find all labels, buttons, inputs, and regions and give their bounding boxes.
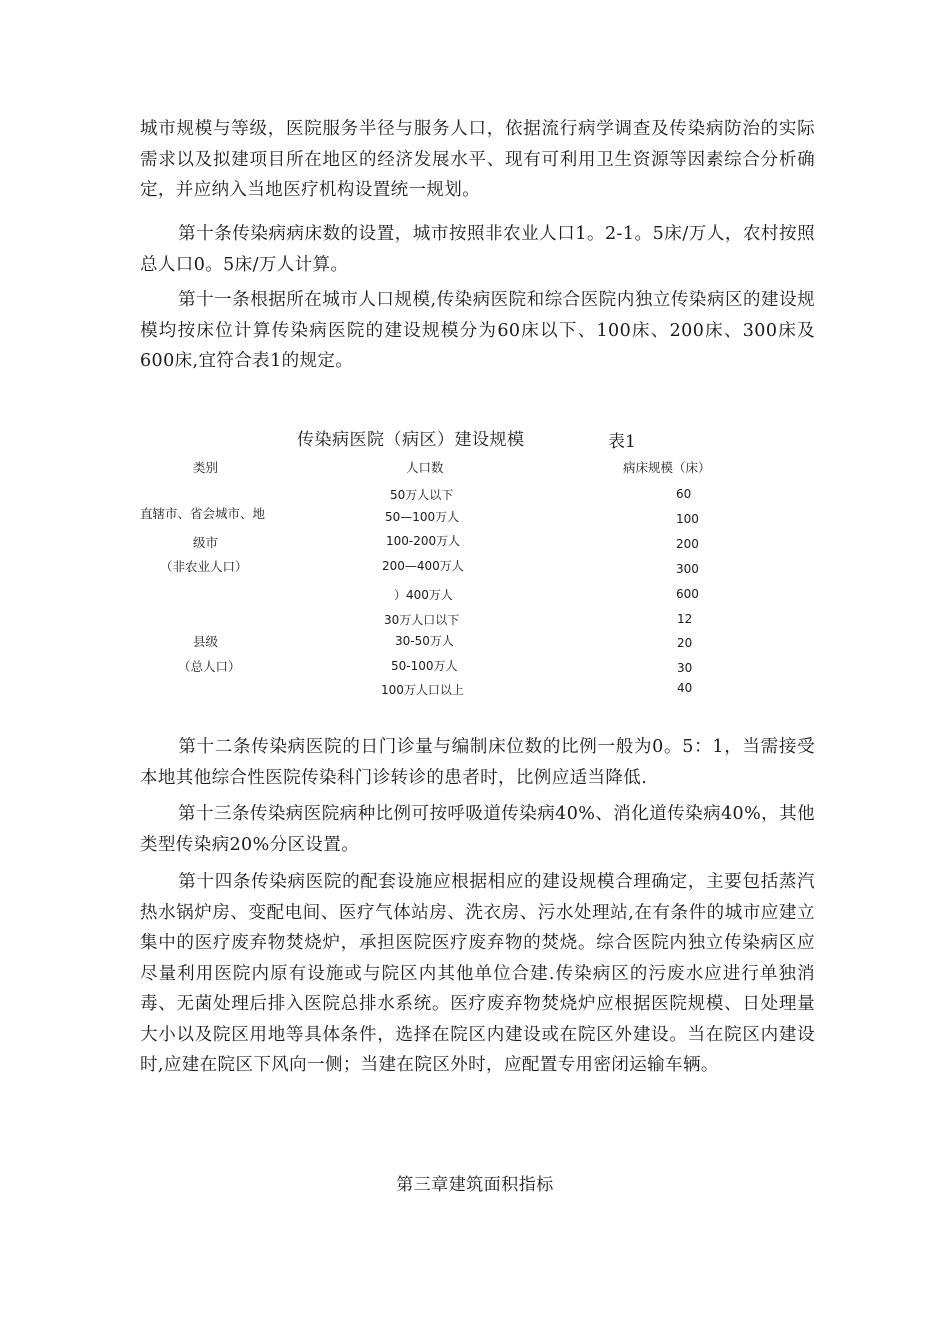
table-cell-population: 30-50万人 [395,634,454,648]
table-cell-population: 200—400万人 [382,559,464,573]
paragraph-article-13: 第十三条传染病医院病种比例可按呼吸道传染病40%、消化道传染病40%，其他类型传染病20%分区设置。 [140,804,815,855]
table-category-line: 级市 [193,535,219,550]
table-cell-population: 100-200万人 [386,534,461,548]
table-cell-beds: 300 [676,562,699,576]
paragraph-continuation: 城市规模与等级，医院服务半径与服务人口，依据流行病学调查及传染病防治的实际需求以及拟建项目所在地区的经济发展水平、现有可利用卫生资源等因素综合分析确定，并应纳入当地医疗机构设置统一规划。 [140,119,815,200]
table-cell-beds: 600 [676,587,699,601]
table-number: 表1 [608,432,636,452]
table-cell-beds: 12 [677,612,693,626]
paragraph-article-14: 第十四条传染病医院的配套设施应根据相应的建设规模合理确定，主要包括蒸汽热水锅炉房、变配电间、医疗气体站房、洗衣房、污水处理站,在有条件的城市应建立集中的医疗废弃物焚烧炉，承担医院医疗废弃物的焚烧。综合医院内独立传染病区应尽量利用医院内原有设施或与院区内其他单位合建.传染病区的污废水应进行单独消毒、无菌处理后排入医院总排水系统。医疗废弃物焚烧炉应根据医院规模、日处理量大小以及院区用地等具体条件，选择在院区内建设或在院区外建设。当在院区内建设时,应建在院区下风向一侧；当建在院区外时，应配置专用密闭运输车辆。 [140,872,815,1075]
paragraph-article-10: 第十条传染病病床数的设置，城市按照非农业人口1。2-1。5床/万人，农村按照总人口0。5床/万人计算。 [140,224,815,275]
table-cell-population: ）400万人 [394,588,453,602]
table-category-line: （非农业人口） [160,559,248,574]
table-cell-population: 50-100万人 [391,659,458,673]
table-category-line: 直辖市、省会城市、地 [140,506,266,519]
table-cell-beds: 60 [676,487,692,501]
table-header-population: 人口数 [406,460,444,475]
table-header-beds: 病床规模（床） [623,460,711,475]
table-header-category: 类别 [193,460,219,475]
table-category-line: （总人口） [178,659,241,674]
chapter-title: 第三章建筑面积指标 [396,1175,554,1195]
paragraph-article-11: 第十一条根据所在城市人口规模,传染病医院和综合医院内独立传染病区的建设规模均按床位计算传染病医院的建设规模分为60床以下、100床、200床、300床及600床,宜符合表1的规定。 [140,290,815,371]
table-cell-beds: 200 [676,537,699,551]
table-cell-population: 100万人口以上 [381,683,464,697]
table-cell-population: 50万人以下 [390,488,454,502]
table-cell-beds: 100 [676,512,699,526]
table-cell-beds: 20 [677,636,693,650]
table-cell-beds: 40 [677,681,693,695]
table-cell-beds: 30 [677,661,693,675]
table-category-line: 县级 [193,634,219,649]
table-title: 传染病医院（病区）建设规模 [297,430,525,450]
table-cell-population: 50—100万人 [385,510,460,524]
table-cell-population: 30万人口以下 [384,613,460,627]
paragraph-article-12: 第十二条传染病医院的日门诊量与编制床位数的比例一般为0。5：1，当需接受本地其他综合性医院传染科门诊转诊的患者时，比例应适当降低. [140,737,815,788]
